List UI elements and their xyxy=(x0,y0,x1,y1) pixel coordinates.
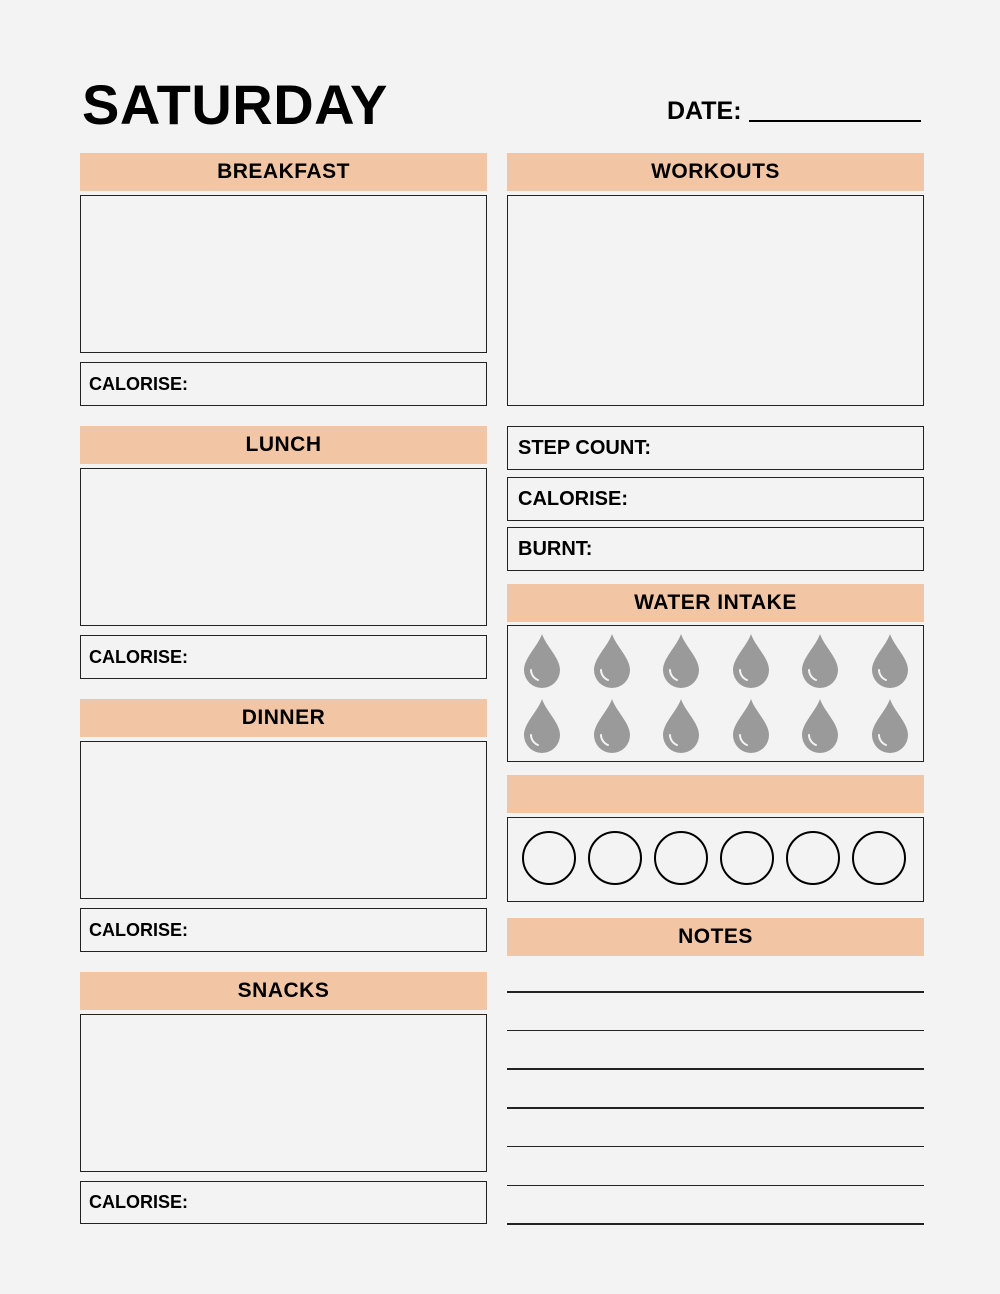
note-line[interactable] xyxy=(507,1107,924,1109)
page-title: SATURDAY xyxy=(82,73,388,136)
breakfast-box[interactable] xyxy=(80,195,487,353)
water-drop-icon[interactable] xyxy=(870,632,910,688)
water-drop-icon[interactable] xyxy=(592,632,632,688)
note-line[interactable] xyxy=(507,1185,924,1187)
water-drop-icon[interactable] xyxy=(731,632,771,688)
water-drop-icon[interactable] xyxy=(661,697,701,753)
tracker-circle[interactable] xyxy=(522,831,576,885)
note-line[interactable] xyxy=(507,1146,924,1148)
water-drop-icon[interactable] xyxy=(800,697,840,753)
workouts-header: WORKOUTS xyxy=(507,153,924,191)
dinner-calorie-label: CALORISE: xyxy=(89,919,188,940)
notes-area[interactable] xyxy=(507,956,924,1236)
water-drop-icon[interactable] xyxy=(731,697,771,753)
calorise-label: CALORISE: xyxy=(518,487,628,510)
notes-header: NOTES xyxy=(507,918,924,956)
breakfast-calorie-field[interactable] xyxy=(80,362,487,406)
dinner-calorie-field[interactable] xyxy=(80,908,487,952)
note-line[interactable] xyxy=(507,1030,924,1032)
water-intake-box xyxy=(507,625,924,762)
lunch-calorie-field[interactable] xyxy=(80,635,487,679)
lunch-box[interactable] xyxy=(80,468,487,626)
lunch-calorie-label: CALORISE: xyxy=(89,646,188,667)
burnt-field[interactable] xyxy=(507,527,924,571)
water-drop-icon[interactable] xyxy=(522,697,562,753)
date-input-line[interactable] xyxy=(749,120,921,122)
water-drop-icon[interactable] xyxy=(522,632,562,688)
burnt-label: BURNT: xyxy=(518,537,593,560)
water-intake-header: WATER INTAKE xyxy=(507,584,924,622)
tracker-circle[interactable] xyxy=(654,831,708,885)
snacks-box[interactable] xyxy=(80,1014,487,1172)
snacks-calorie-field[interactable] xyxy=(80,1181,487,1224)
step-count-label: STEP COUNT: xyxy=(518,436,651,459)
lunch-header: LUNCH xyxy=(80,426,487,464)
tracker-box xyxy=(507,817,924,902)
step-count-field[interactable] xyxy=(507,426,924,470)
tracker-circle[interactable] xyxy=(588,831,642,885)
water-drop-icon[interactable] xyxy=(800,632,840,688)
water-drop-icon[interactable] xyxy=(592,697,632,753)
tracker-circle[interactable] xyxy=(720,831,774,885)
breakfast-header: BREAKFAST xyxy=(80,153,487,191)
water-drop-icon[interactable] xyxy=(661,632,701,688)
note-line[interactable] xyxy=(507,991,924,993)
tracker-circle[interactable] xyxy=(786,831,840,885)
water-drop-icon[interactable] xyxy=(870,697,910,753)
note-line[interactable] xyxy=(507,1223,924,1225)
note-line[interactable] xyxy=(507,1068,924,1070)
tracker-header xyxy=(507,775,924,813)
workouts-box[interactable] xyxy=(507,195,924,406)
snacks-calorie-label: CALORISE: xyxy=(89,1192,188,1212)
breakfast-calorie-label: CALORISE: xyxy=(89,373,188,394)
date-label: DATE: xyxy=(667,97,742,125)
snacks-header: SNACKS xyxy=(80,972,487,1010)
calorise-field[interactable] xyxy=(507,477,924,521)
dinner-header: DINNER xyxy=(80,699,487,737)
tracker-circle[interactable] xyxy=(852,831,906,885)
dinner-box[interactable] xyxy=(80,741,487,899)
